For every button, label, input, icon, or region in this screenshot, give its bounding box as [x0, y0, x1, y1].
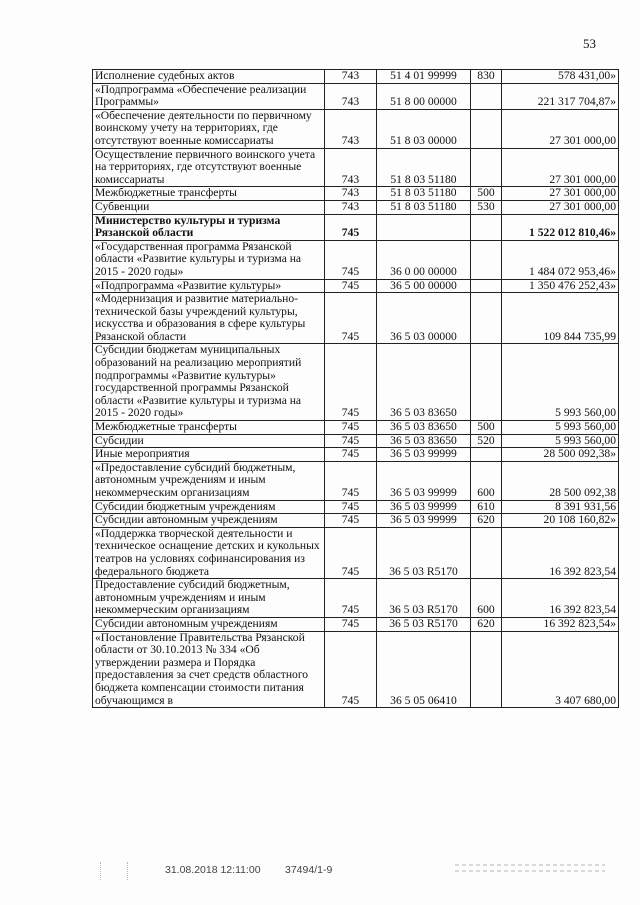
row-vr-cell: 530	[471, 200, 502, 214]
row-name-cell: Субсидии	[93, 434, 325, 448]
row-vr-cell: 500	[471, 421, 502, 435]
row-vr-cell: 610	[471, 500, 502, 514]
row-name-cell: Иные мероприятия	[93, 448, 325, 462]
row-vr-cell	[471, 214, 502, 240]
row-code-cell: 745	[325, 527, 377, 578]
row-name-cell: Межбюджетные трансферты	[93, 421, 325, 435]
row-code-cell: 743	[325, 83, 377, 109]
table-row	[93, 109, 619, 148]
table-row	[93, 527, 619, 578]
table-row	[93, 617, 619, 631]
row-name-cell: «Предоставление субсидий бюджетным, автономным учреждениям и иным некоммерческим организациям	[93, 461, 325, 500]
row-sum-cell: 5 993 560,00	[502, 421, 619, 435]
table-row	[93, 70, 619, 84]
table-row	[93, 579, 619, 618]
page-number: 53	[583, 36, 596, 51]
row-name-cell: «Обеспечение деятельности по первичному воинскому учету на территориях, где отсутствуют военные комиссариаты	[93, 109, 325, 148]
row-name-cell: Субсидии автономным учреждениям	[93, 514, 325, 528]
row-name-cell: «Государственная программа Рязанской области «Развитие культуры и туризма на 2015 - 2020 годы»	[93, 240, 325, 279]
footer-datetime: 31.08.2018 12:11:00	[165, 864, 261, 876]
row-code-cell: 745	[325, 579, 377, 618]
row-code-cell: 745	[325, 214, 377, 240]
row-csr-cell: 51 8 03 51180	[377, 200, 471, 214]
row-code-cell: 745	[325, 434, 377, 448]
row-code-cell: 745	[325, 514, 377, 528]
row-csr-cell: 36 5 03 83650	[377, 421, 471, 435]
row-vr-cell	[471, 240, 502, 279]
row-code-cell: 745	[325, 631, 377, 708]
row-code-cell: 743	[325, 148, 377, 187]
row-vr-cell	[471, 109, 502, 148]
row-code-cell: 745	[325, 461, 377, 500]
row-csr-cell: 36 5 03 R5170	[377, 617, 471, 631]
row-csr-cell	[377, 214, 471, 240]
row-sum-cell: 221 317 704,87»	[502, 83, 619, 109]
row-code-cell: 745	[325, 279, 377, 293]
row-code-cell: 743	[325, 70, 377, 84]
row-sum-cell: 28 500 092,38	[502, 461, 619, 500]
table-row	[93, 448, 619, 462]
row-name-cell: Субсидии бюджетным учреждениям	[93, 500, 325, 514]
row-name-cell: Министерство культуры и туризма Рязанской области	[93, 214, 325, 240]
row-vr-cell: 500	[471, 187, 502, 201]
row-name-cell: Межбюджетные трансферты	[93, 187, 325, 201]
row-csr-cell: 36 5 03 99999	[377, 500, 471, 514]
table-row	[93, 421, 619, 435]
row-vr-cell	[471, 83, 502, 109]
row-sum-cell: 27 301 000,00	[502, 200, 619, 214]
row-sum-cell: 3 407 680,00	[502, 631, 619, 708]
row-csr-cell: 36 5 03 99999	[377, 514, 471, 528]
row-csr-cell: 51 8 03 51180	[377, 148, 471, 187]
row-name-cell: Осуществление первичного воинского учета на территориях, где отсутствуют военные комиссариаты	[93, 148, 325, 187]
row-name-cell: «Подпрограмма «Развитие культуры»	[93, 279, 325, 293]
row-code-cell: 743	[325, 187, 377, 201]
row-csr-cell: 36 5 03 83650	[377, 434, 471, 448]
row-vr-cell: 600	[471, 579, 502, 618]
row-code-cell: 745	[325, 500, 377, 514]
row-sum-cell: 20 108 160,82»	[502, 514, 619, 528]
row-code-cell: 745	[325, 448, 377, 462]
row-vr-cell	[471, 448, 502, 462]
row-vr-cell: 520	[471, 434, 502, 448]
row-name-cell: Субвенции	[93, 200, 325, 214]
table-row	[93, 344, 619, 421]
row-name-cell: Исполнение судебных актов	[93, 70, 325, 84]
row-sum-cell: 16 392 823,54	[502, 527, 619, 578]
row-vr-cell: 600	[471, 461, 502, 500]
row-sum-cell: 578 431,00»	[502, 70, 619, 84]
row-name-cell: «Модернизация и развитие материально-технической базы учреждений культуры, искусства и образования в сфере культуры Рязанской области	[93, 293, 325, 344]
row-vr-cell	[471, 293, 502, 344]
row-code-cell: 745	[325, 617, 377, 631]
row-code-cell: 745	[325, 344, 377, 421]
row-vr-cell	[471, 527, 502, 578]
budget-table	[92, 69, 619, 708]
row-csr-cell: 36 5 03 R5170	[377, 579, 471, 618]
row-name-cell: Субсидии автономным учреждениям	[93, 617, 325, 631]
row-vr-cell	[471, 279, 502, 293]
row-csr-cell: 36 5 00 00000	[377, 279, 471, 293]
table-row	[93, 514, 619, 528]
row-vr-cell	[471, 631, 502, 708]
row-csr-cell: 36 5 03 99999	[377, 448, 471, 462]
row-sum-cell: 16 392 823,54	[502, 579, 619, 618]
table-row	[93, 500, 619, 514]
row-name-cell: «Поддержка творческой деятельности и техническое оснащение детских и кукольных театров на условиях софинансирования из федерального бюджета	[93, 527, 325, 578]
row-csr-cell: 36 5 03 99999	[377, 461, 471, 500]
table-row	[93, 240, 619, 279]
row-sum-cell: 1 522 012 810,46»	[502, 214, 619, 240]
row-csr-cell: 51 8 00 00000	[377, 83, 471, 109]
scan-mark	[100, 862, 128, 880]
table-row	[93, 214, 619, 240]
table-row	[93, 187, 619, 201]
row-name-cell: «Подпрограмма «Обеспечение реализации Программы»	[93, 83, 325, 109]
footer-doc-id: 37494/1-9	[285, 864, 333, 876]
table-row	[93, 83, 619, 109]
row-sum-cell: 1 350 476 252,43»	[502, 279, 619, 293]
table-row	[93, 461, 619, 500]
row-csr-cell: 51 8 03 51180	[377, 187, 471, 201]
table-row	[93, 279, 619, 293]
table-row	[93, 434, 619, 448]
row-sum-cell: 16 392 823,54»	[502, 617, 619, 631]
row-sum-cell: 28 500 092,38»	[502, 448, 619, 462]
row-csr-cell: 51 8 03 00000	[377, 109, 471, 148]
row-name-cell: «Постановление Правительства Рязанской области от 30.10.2013 № 334 «Об утверждении размера и Порядка предоставления за счет средств областного бюджета компенсации стоимости питания обучающимся в	[93, 631, 325, 708]
row-sum-cell: 1 484 072 953,46»	[502, 240, 619, 279]
row-csr-cell: 36 5 03 00000	[377, 293, 471, 344]
row-sum-cell: 8 391 931,56	[502, 500, 619, 514]
budget-table-body	[93, 70, 619, 708]
row-code-cell: 743	[325, 200, 377, 214]
faint-stamp	[455, 860, 605, 882]
row-csr-cell: 36 5 03 R5170	[377, 527, 471, 578]
row-vr-cell: 620	[471, 514, 502, 528]
row-vr-cell: 620	[471, 617, 502, 631]
row-vr-cell	[471, 344, 502, 421]
row-sum-cell: 27 301 000,00	[502, 109, 619, 148]
row-sum-cell: 27 301 000,00	[502, 187, 619, 201]
row-csr-cell: 36 0 00 00000	[377, 240, 471, 279]
row-sum-cell: 5 993 560,00	[502, 434, 619, 448]
row-code-cell: 745	[325, 293, 377, 344]
row-sum-cell: 109 844 735,99	[502, 293, 619, 344]
row-code-cell: 743	[325, 109, 377, 148]
row-code-cell: 745	[325, 421, 377, 435]
row-name-cell: Предоставление субсидий бюджетным, автономным учреждениям и иным некоммерческим организациям	[93, 579, 325, 618]
table-row	[93, 293, 619, 344]
table-row	[93, 148, 619, 187]
table-row	[93, 200, 619, 214]
row-csr-cell: 36 5 03 83650	[377, 344, 471, 421]
row-csr-cell: 36 5 05 06410	[377, 631, 471, 708]
row-code-cell: 745	[325, 240, 377, 279]
row-vr-cell: 830	[471, 70, 502, 84]
row-sum-cell: 5 993 560,00	[502, 344, 619, 421]
row-csr-cell: 51 4 01 99999	[377, 70, 471, 84]
table-row	[93, 631, 619, 708]
row-sum-cell: 27 301 000,00	[502, 148, 619, 187]
row-vr-cell	[471, 148, 502, 187]
row-name-cell: Субсидии бюджетам муниципальных образований на реализацию мероприятий подпрограммы «Развитие культуры» государственной программы Рязанской области «Развитие культуры и туризма на 2015 - 2020 годы»	[93, 344, 325, 421]
